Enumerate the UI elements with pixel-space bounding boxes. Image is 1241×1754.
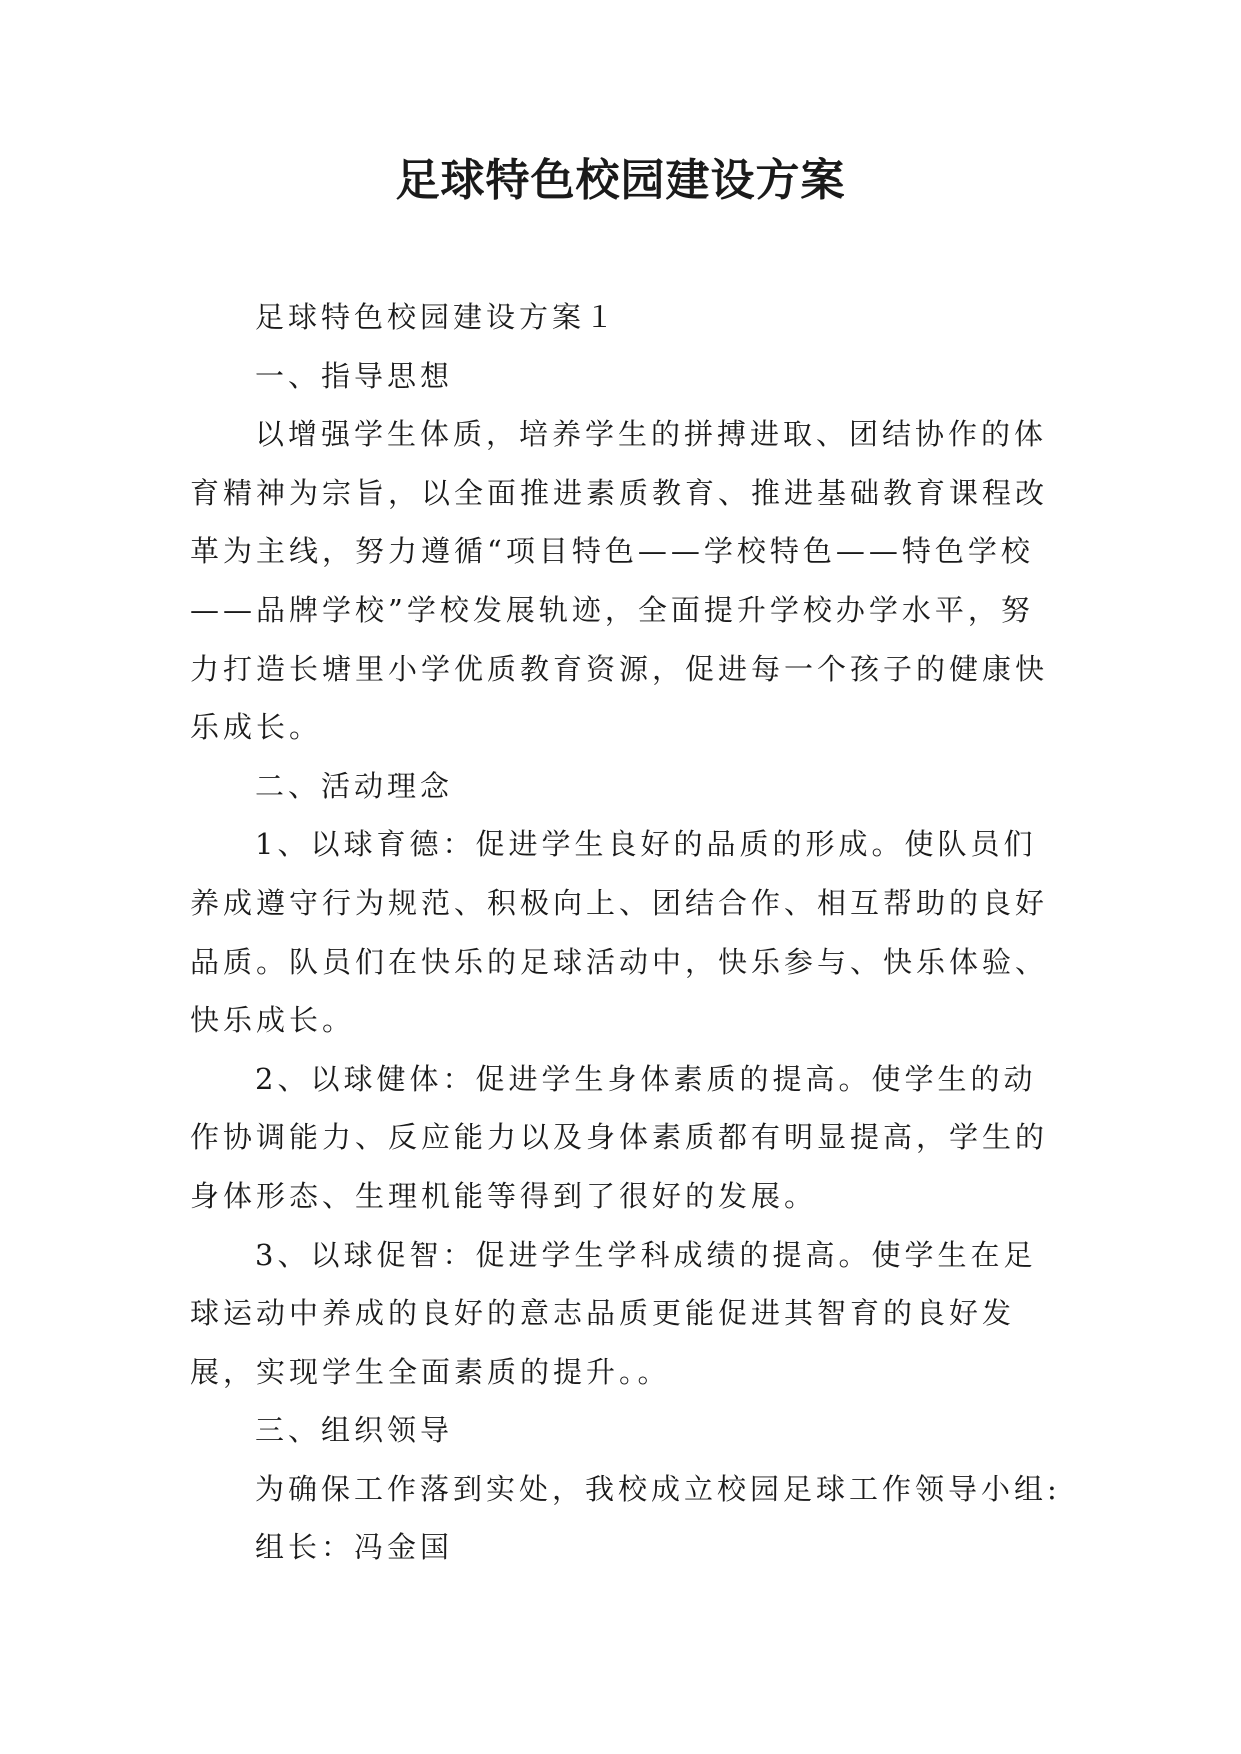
text-line: 组长：冯金国 xyxy=(255,1530,454,1565)
section-heading: 一、指导思想 xyxy=(255,358,454,393)
text-line: 3、以球促智：促进学生学科成绩的提高。使学生在足 xyxy=(255,1237,1037,1272)
text-line: 养成遵守行为规范、积极向上、团结合作、相互帮助的良好 xyxy=(190,885,1049,920)
text-line: 以增强学生体质，培养学生的拼搏进取、团结协作的体 xyxy=(255,417,1048,452)
text-line: 为确保工作落到实处，我校成立校园足球工作领导小组: xyxy=(255,1471,1061,1506)
section-heading: 三、组织领导 xyxy=(255,1413,454,1448)
text-line: 力打造长塘里小学优质教育资源，促进每一个孩子的健康快 xyxy=(190,651,1049,686)
text-line: 球运动中养成的良好的意志品质更能促进其智育的良好发 xyxy=(190,1296,1016,1331)
text-line: 展，实现学生全面素质的提升。。 xyxy=(190,1354,671,1389)
text-line: 作协调能力、反应能力以及身体素质都有明显提高，学生的 xyxy=(190,1120,1049,1155)
section-heading: 二、活动理念 xyxy=(255,768,454,803)
text-line: 快乐成长。 xyxy=(190,1003,356,1038)
text-line: 足球特色校园建设方案１ xyxy=(255,300,619,334)
text-line: 2、以球健体：促进学生身体素质的提高。使学生的动 xyxy=(255,1061,1037,1096)
document-title: 足球特色校园建设方案 xyxy=(395,155,846,206)
text-line: 1、以球育德：促进学生良好的品质的形成。使队员们 xyxy=(255,827,1037,862)
text-line: 身体形态、生理机能等得到了很好的发展。 xyxy=(190,1178,818,1213)
text-line: 品质。队员们在快乐的足球活动中，快乐参与、快乐体验、 xyxy=(190,944,1049,979)
text-line: 革为主线，努力遵循“项目特色——学校特色——特色学校 xyxy=(190,534,1034,569)
document-body xyxy=(190,288,1061,1577)
text-line: ——品牌学校”学校发展轨迹，全面提升学校办学水平，努 xyxy=(190,592,1034,627)
text-line: 育精神为宗旨，以全面推进素质教育、推进基础教育课程改 xyxy=(190,475,1049,510)
text-line: 乐成长。 xyxy=(190,710,323,745)
